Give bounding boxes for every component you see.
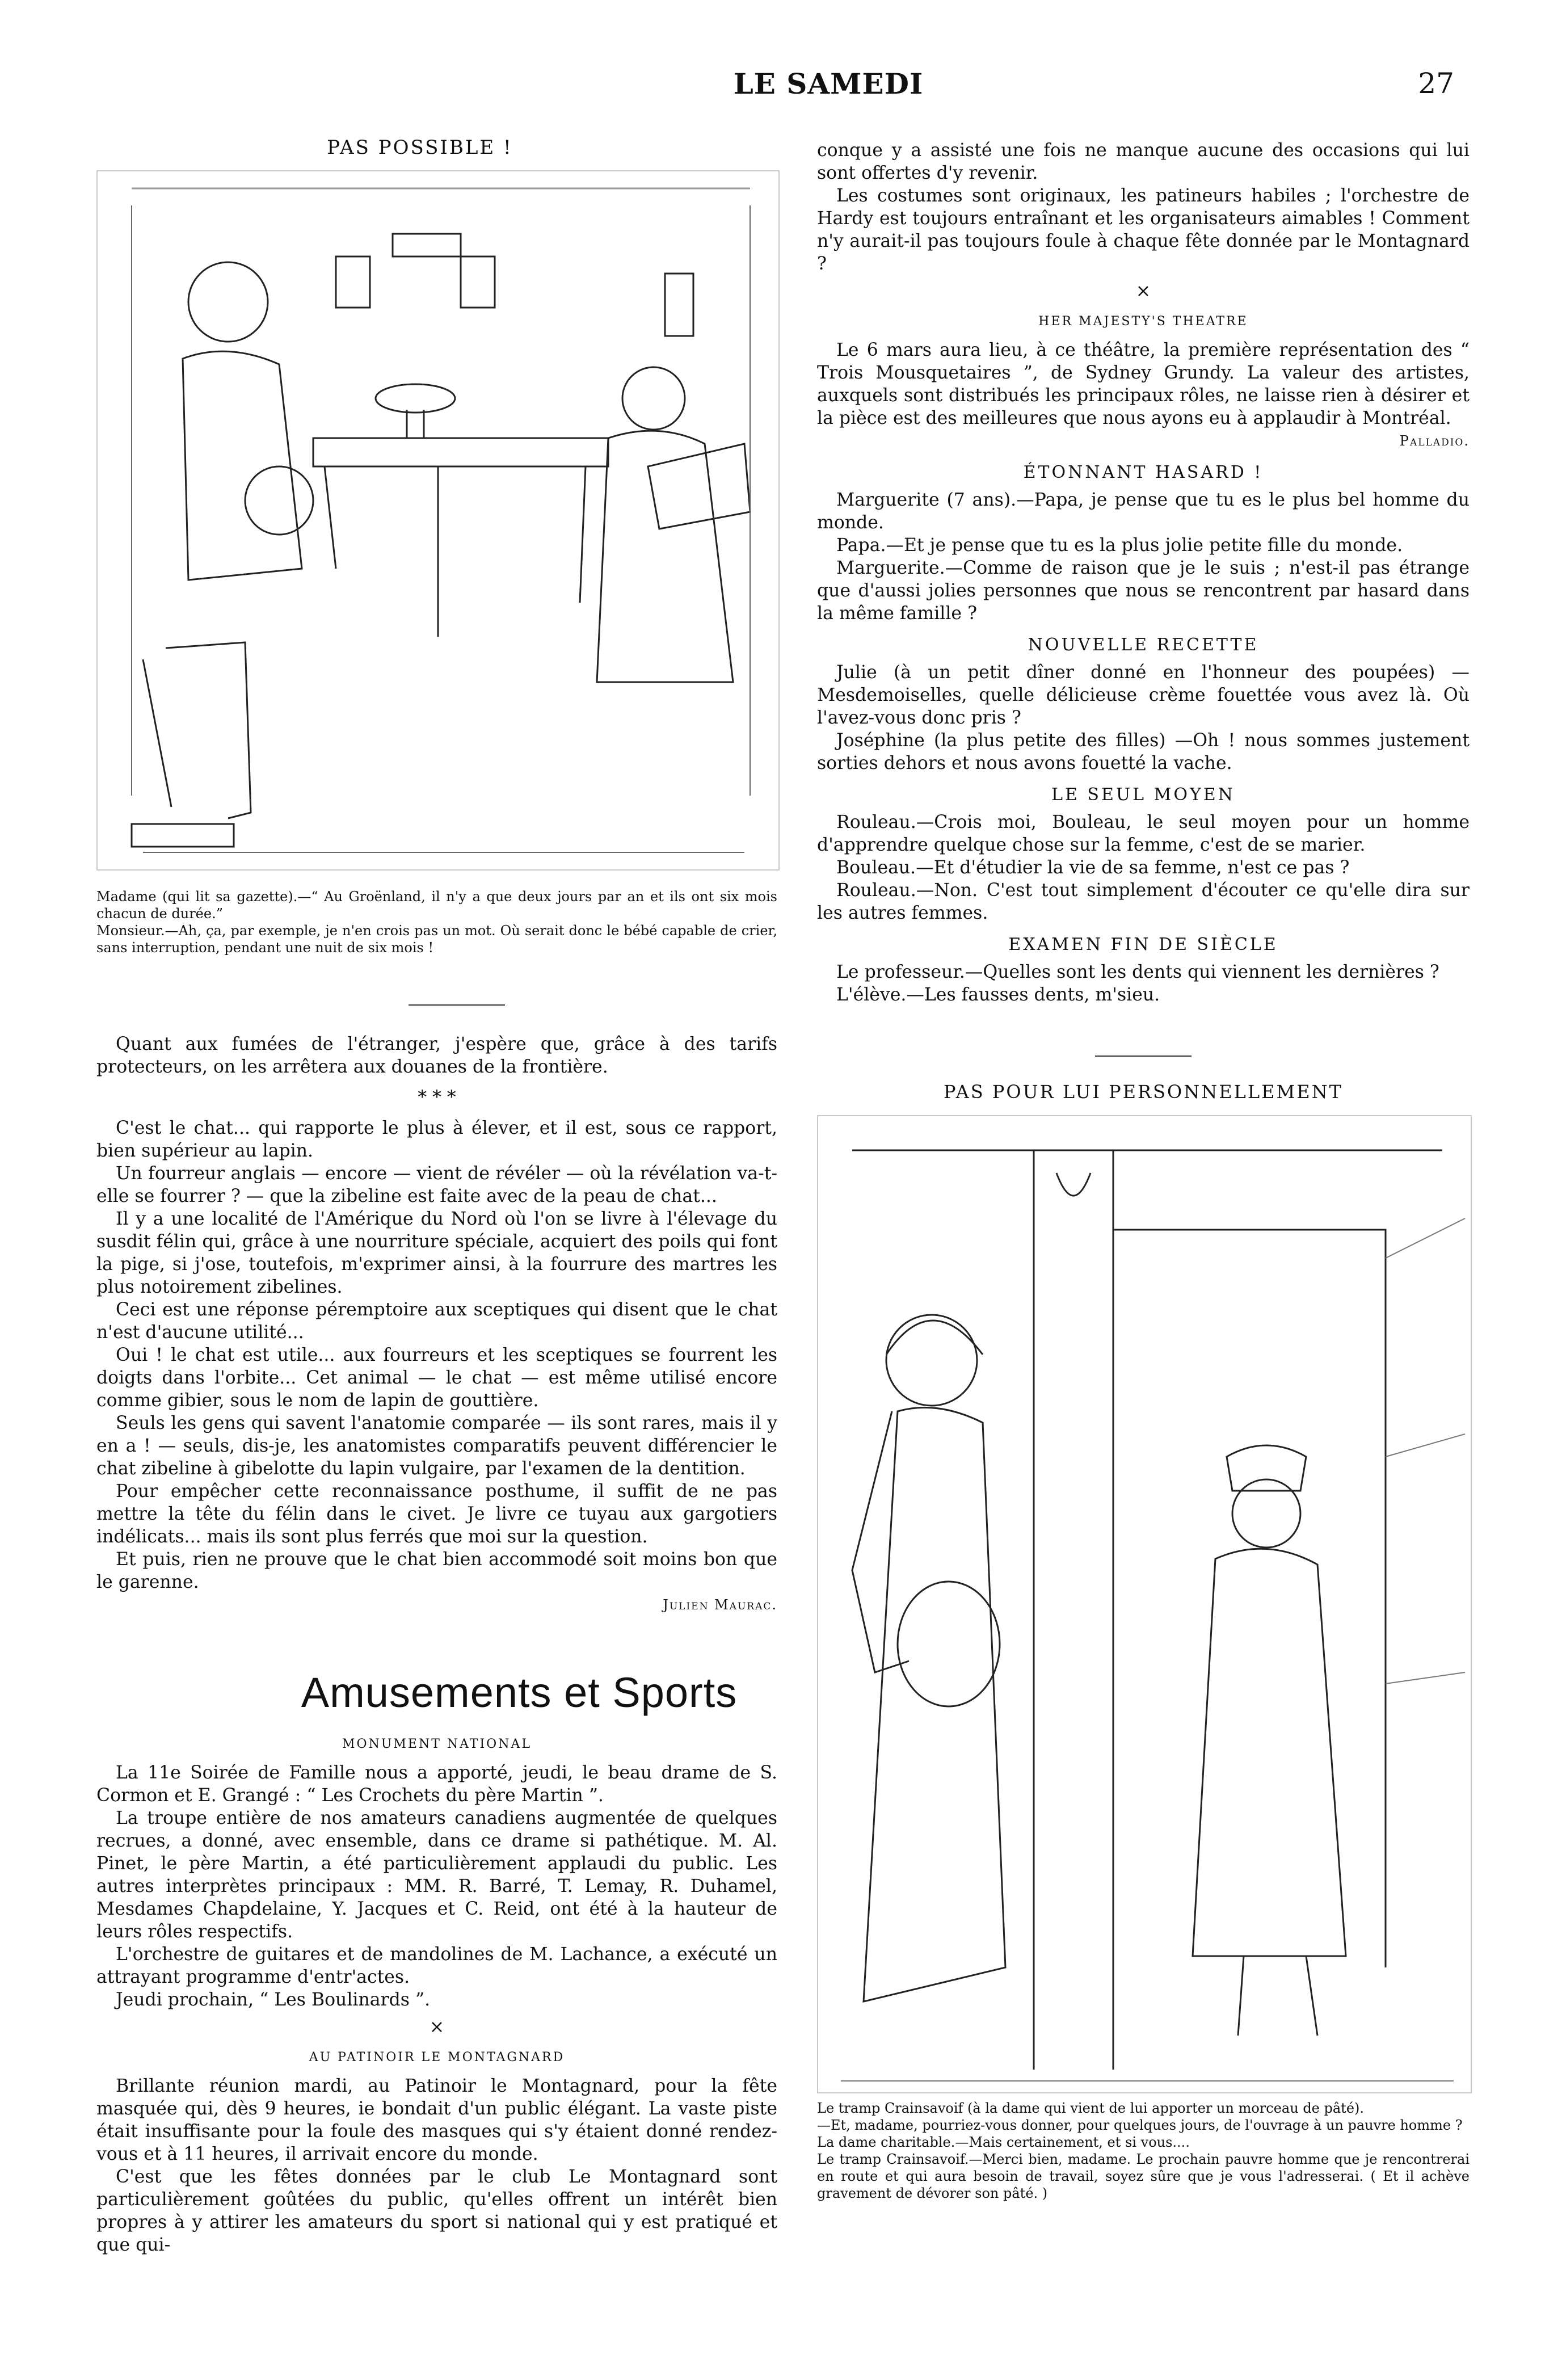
- paragraph: Jeudi prochain, “ Les Boulinards ”.: [116, 1990, 431, 2010]
- subheading-patinoir: AU PATINOIR LE MONTAGNARD: [309, 2050, 565, 2064]
- caption-line: Le tramp Crainsavoif (à la dame qui vient de lui apporter un morceau de pâté).: [817, 2100, 1365, 2116]
- dialogue-line: Bouleau.—Et d'étudier la vie de sa femme, n'est ce pas ?: [836, 857, 1350, 878]
- dialogue-line: Julie (à un petit dîner donné en l'honneur des poupées) —Mesdemoiselles, quelle délicieuse crème fouettée vous avez là. Où l'avez-vous donc pris ?: [817, 662, 1470, 728]
- dialogue-line: Marguerite (7 ans).—Papa, je pense que tu es le plus bel homme du monde.: [817, 490, 1470, 533]
- separator-mark: ×: [1135, 281, 1151, 301]
- divider-rule: [1095, 1056, 1192, 1057]
- cartoon-title-right: PAS POUR LUI PERSONNELLEMENT: [944, 1081, 1343, 1103]
- dialogue-line: Rouleau.—Non. C'est tout simplement d'écouter ce qu'elle dira sur les autres femmes.: [817, 880, 1470, 923]
- dialogue-line: Papa.—Et je pense que tu es la plus jolie petite fille du monde.: [836, 535, 1403, 556]
- paragraph: Les costumes sont originaux, les patineurs habiles ; l'orchestre de Hardy est toujours entraînant et les organisateurs aimables ! Comment n'y aurait-il pas toujours foule à chaque fête donnée par le Montagnard ?: [817, 186, 1470, 274]
- signature-palladio: Palladio.: [1399, 433, 1470, 449]
- right-column-text: [817, 139, 1470, 1006]
- cartoon-caption-right: [817, 2100, 1470, 2202]
- paragraph: C'est le chat... qui rapporte le plus à élever, et il est, sous ce rapport, bien supérieur au lapin.: [96, 1118, 777, 1161]
- caption-line: Le tramp Crainsavoif.—Merci bien, madame. Le prochain pauvre homme que je rencontrerai en route et qui aura besoin de travail, soyez sûre que je vous l'adresserai. ( Et il achève gravement de dévorer son pâté. ): [817, 2151, 1470, 2201]
- subheading-monument: MONUMENT NATIONAL: [342, 1737, 532, 1751]
- amusements-column: [96, 1725, 777, 2256]
- paragraph: Oui ! le chat est utile... aux fourreurs et les sceptiques se fourrent les doigts dans l'orbite... Cet animal — le chat — est même utilisé encore comme gibier, sous le nom de lapin de gouttière.: [96, 1345, 777, 1411]
- paragraph: Ceci est une réponse péremptoire aux sceptiques qui disent que le chat n'est d'aucune utilité...: [96, 1300, 777, 1343]
- left-column-text: [96, 1033, 777, 1616]
- paragraph: Seuls les gens qui savent l'anatomie comparée — ils sont rares, mais il y en a ! — seuls, dis-je, les anatomistes comparatifs peuvent différencier le chat zibeline à gibelotte du lapin vulgaire, par l'examen de la dentition.: [96, 1413, 777, 1479]
- heading-examen: EXAMEN FIN DE SIÈCLE: [1008, 935, 1278, 954]
- dialogue-line: Le professeur.—Quelles sont les dents qui viennent les dernières ?: [836, 962, 1439, 982]
- asterism: * * *: [418, 1087, 456, 1108]
- paragraph: Le 6 mars aura lieu, à ce théâtre, la première représentation des “ Trois Mousquetaires ”, de Sydney Grundy. La valeur des artistes, auxquels sont distribués les principaux rôles, ne laisse rien à désirer et la pièce est des meilleures que nous ayons eu à applaudir à Montréal.: [817, 340, 1470, 428]
- dialogue-line: Rouleau.—Crois moi, Bouleau, le seul moyen pour un homme d'apprendre quelque chose sur la femme, c'est de se marier.: [817, 812, 1470, 855]
- caption-line: La dame charitable.—Mais certainement, et si vous....: [817, 2134, 1190, 2150]
- paragraph: La 11e Soirée de Famille nous a apporté, jeudi, le beau drame de S. Cormon et E. Grangé : “ Les Crochets du père Martin ”.: [96, 1763, 777, 1806]
- paragraph: La troupe entière de nos amateurs canadiens augmentée de quelques recrues, a donné, avec ensemble, dans ce drame si pathétique. M. Al. Pinet, le père Martin, a été particulièrement applaudi du public. Les autres interprètes principaux : MM. R. Barré, T. Lemay, R. Duhamel, Mesdames Chapdelaine, Y. Jacques et C. Reid, ont été à la hauteur de leurs rôles respectifs.: [96, 1808, 777, 1942]
- paragraph: Quant aux fumées de l'étranger, j'espère que, grâce à des tarifs protecteurs, on les arrêtera aux douanes de la frontière.: [96, 1034, 777, 1077]
- running-title: LE SAMEDI: [733, 67, 924, 100]
- cartoon-title-left: PAS POSSIBLE !: [327, 136, 513, 159]
- paragraph: Et puis, rien ne prouve que le chat bien accommodé soit moins bon que le garenne.: [96, 1549, 777, 1592]
- paragraph: L'orchestre de guitares et de mandolines de M. Lachance, a exécuté un attrayant programme d'entr'actes.: [96, 1944, 777, 1987]
- signature: Julien Maurac.: [663, 1597, 777, 1613]
- paragraph: conque y a assisté une fois ne manque aucune des occasions qui lui sont offertes d'y revenir.: [817, 140, 1470, 183]
- page-number: 27: [1418, 67, 1454, 100]
- separator-mark: ×: [429, 2017, 445, 2037]
- subheading-theatre: HER MAJESTY'S THEATRE: [1038, 314, 1248, 329]
- dialogue-line: Marguerite.—Comme de raison que je le suis ; n'est-il pas étrange que d'aussi jolies personnes que nous se rencontrent par hasard dans la même famille ?: [817, 558, 1470, 624]
- illustration-family-scene: [96, 170, 780, 871]
- dialogue-line: L'élève.—Les fausses dents, m'sieu.: [836, 985, 1160, 1005]
- heading-seul-moyen: LE SEUL MOYEN: [1051, 785, 1235, 805]
- tramp-door-drawing: [818, 1116, 1471, 2092]
- caption-line: —Et, madame, pourriez-vous donner, pour quelques jours, de l'ouvrage à un pauvre homme ?: [817, 2117, 1463, 2133]
- caption-line: Madame (qui lit sa gazette).—“ Au Groënland, il n'y a que deux jours par an et ils ont six mois chacun de durée.”: [96, 889, 777, 922]
- paragraph: Un fourreur anglais — encore — vient de révéler — où la révélation va-t-elle se fourrer ? — que la zibeline est faite avec de la peau de chat...: [96, 1163, 777, 1206]
- divider-rule: [409, 1004, 505, 1006]
- section-title-amusements: Amusements et Sports: [301, 1669, 738, 1716]
- paragraph: Il y a une localité de l'Amérique du Nord où l'on se livre à l'élevage du susdit félin qui, grâce à une nourriture spéciale, acquiert des poils qui font la pige, si j'ose, toutefois, m'exprimer ainsi, à la fourrure des martres les plus notoirement zibelines.: [96, 1209, 777, 1297]
- caption-line: Monsieur.—Ah, ça, par exemple, je n'en crois pas un mot. Où serait donc le bébé capable de crier, sans interruption, pendant une nuit de six mois !: [96, 923, 777, 956]
- dialogue-line: Joséphine (la plus petite des filles) —Oh ! nous sommes justement sorties dehors et nous avons fouetté la vache.: [817, 730, 1470, 773]
- heading-nouvelle-recette: NOUVELLE RECETTE: [1028, 635, 1259, 655]
- family-scene-drawing: [98, 171, 778, 869]
- cartoon-caption-left: [96, 888, 777, 956]
- paragraph: Brillante réunion mardi, au Patinoir le Montagnard, pour la fête masquée qui, dès 9 heures, ie bondait d'un public élégant. La vaste piste était insuffisante pour la foule des masques qui s'y étaient donné rendez-vous et à 11 heures, il arrivait encore du monde.: [96, 2076, 777, 2164]
- illustration-tramp-door: [817, 1115, 1472, 2093]
- paragraph: Pour empêcher cette reconnaissance posthume, il suffit de ne pas mettre la tête du félin dans le civet. Je livre ce tuyau aux gargotiers indélicats... mais ils sont plus ferrés que moi sur la question.: [96, 1481, 777, 1547]
- paragraph: C'est que les fêtes données par le club Le Montagnard sont particulièrement goûtées du public, qu'elles offrent un intérêt bien propres à y attirer les amateurs du sport si national qui y est pratiqué et que qui-: [96, 2167, 777, 2255]
- heading-etonnant-hasard: ÉTONNANT HASARD !: [1023, 462, 1264, 482]
